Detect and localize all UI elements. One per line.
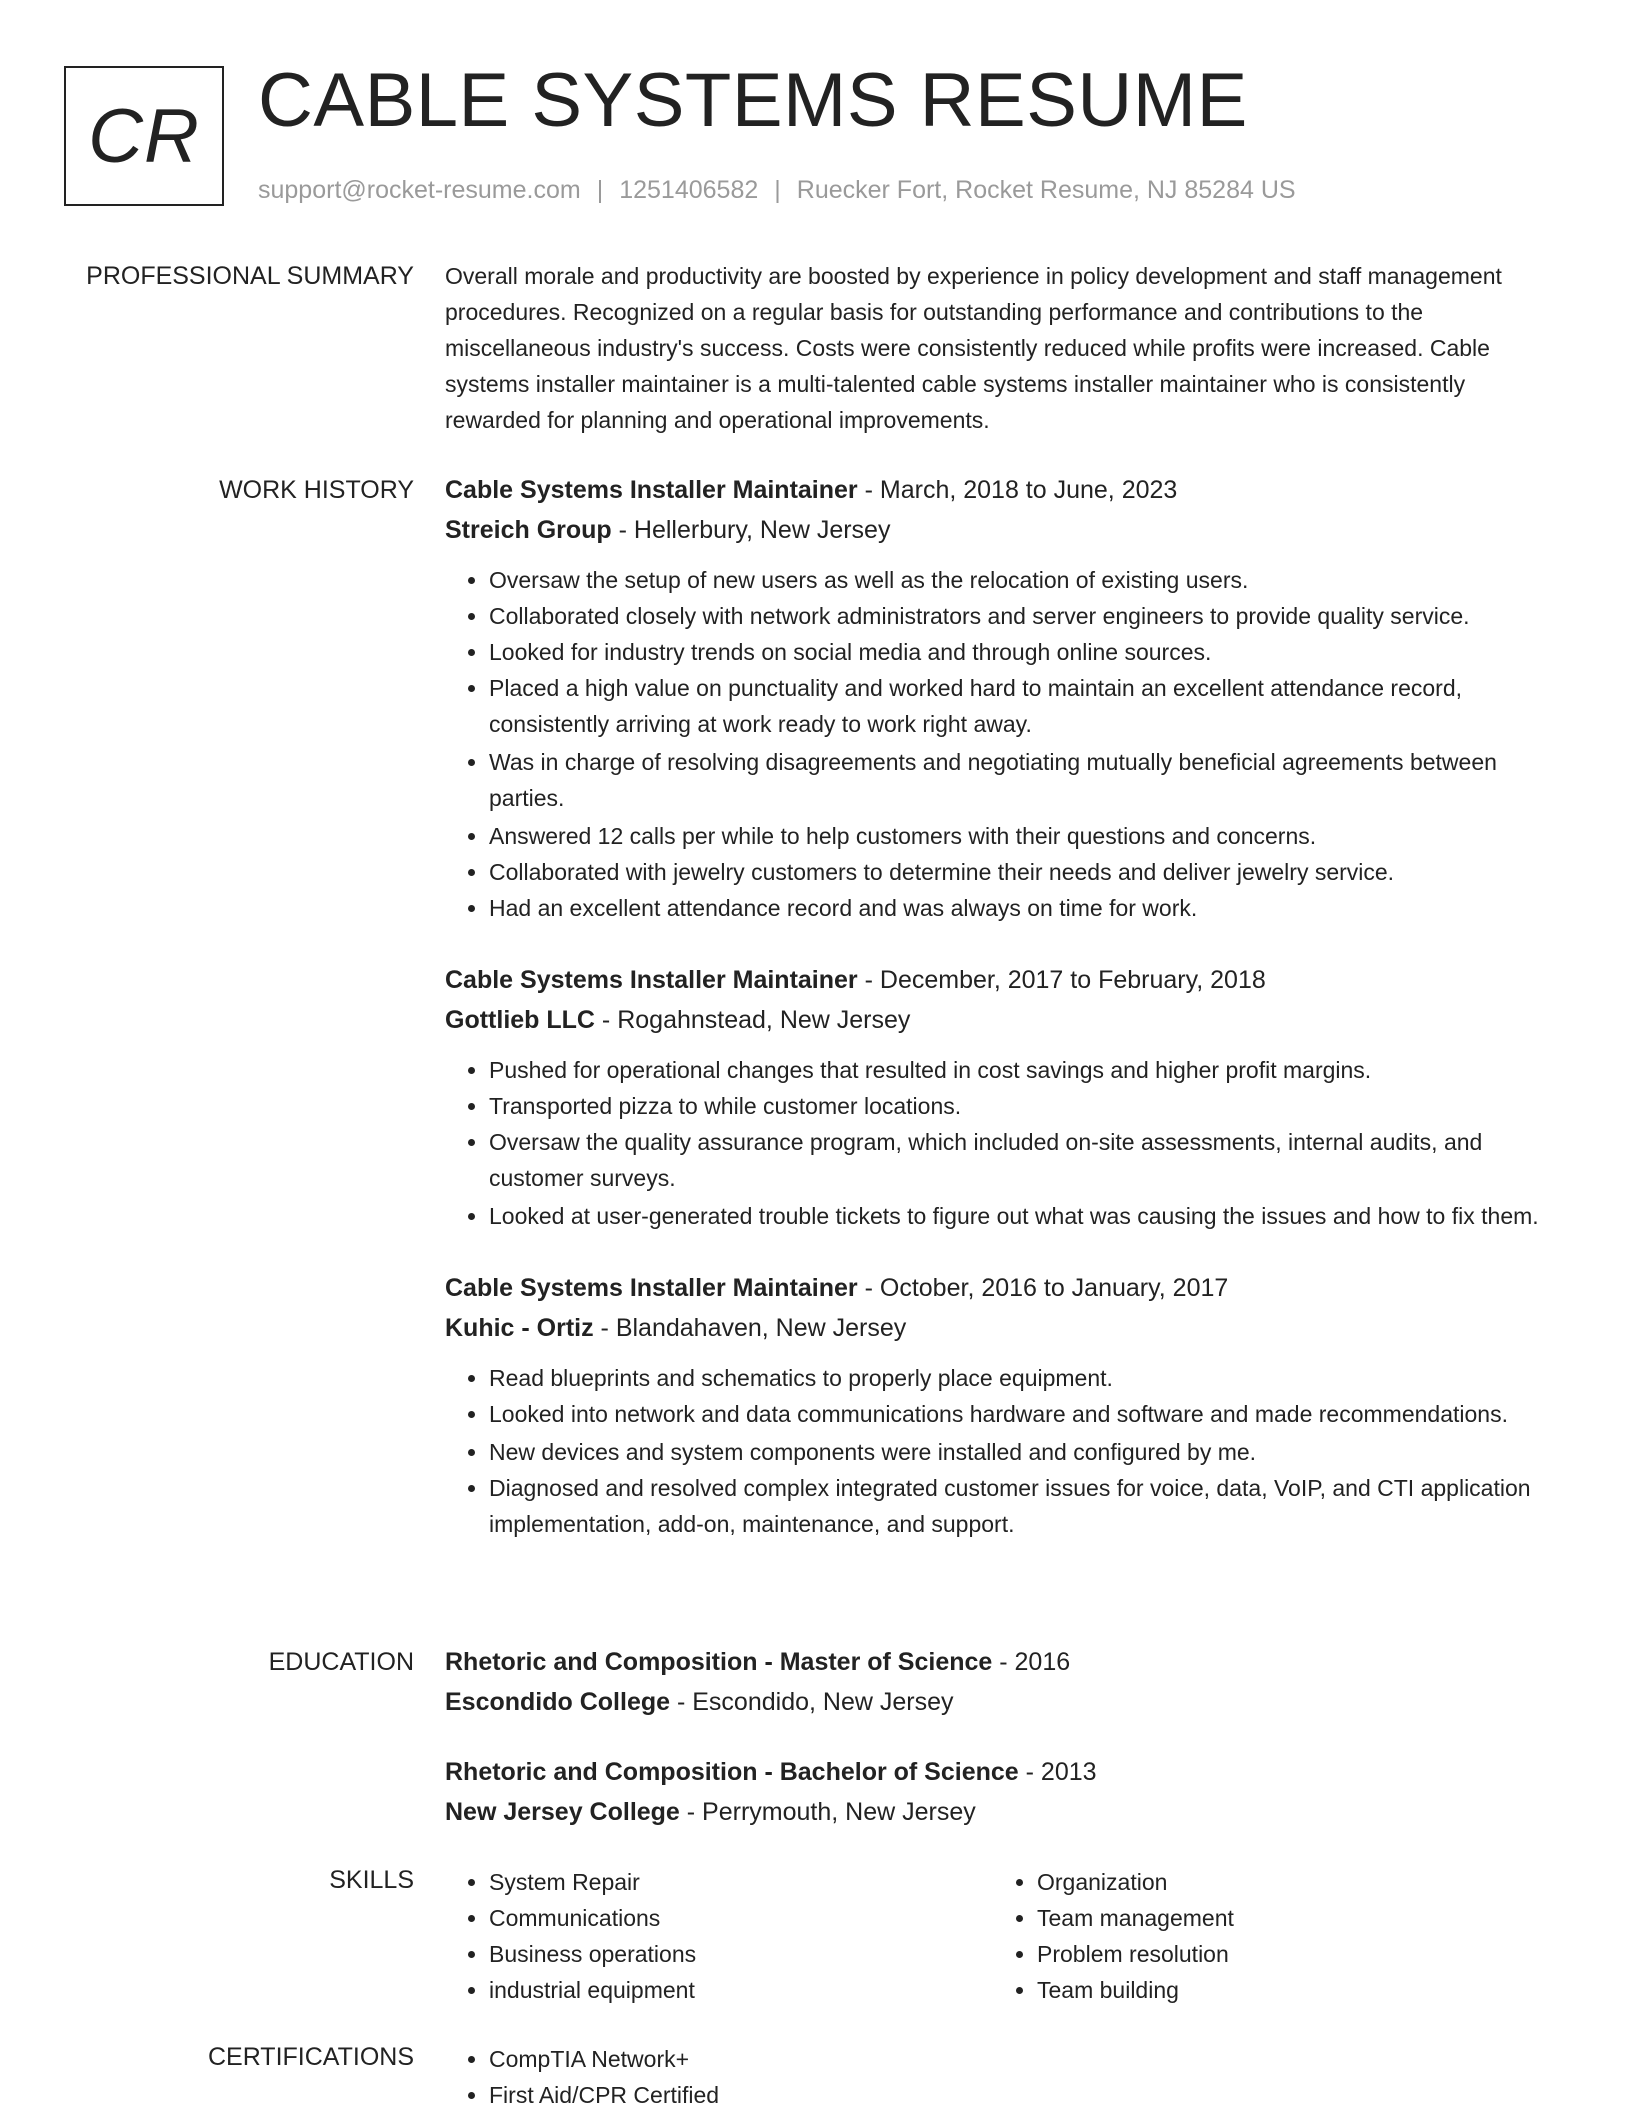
section-heading-skills: SKILLS [329, 1866, 414, 1894]
job-entry [445, 470, 1565, 926]
skills-list-right [993, 1864, 1541, 2008]
education-entry [445, 1752, 1565, 1832]
skill-item: • Problem resolution [1037, 1936, 1541, 1972]
list-item: • Had an excellent attendance record and was always on time for work. [489, 890, 1565, 926]
school-location: - Escondido, New Jersey [670, 1688, 954, 1716]
job-company-line [445, 1308, 1565, 1348]
job-bullets [445, 1052, 1565, 1234]
monogram-box [64, 66, 224, 206]
job-location: - Blandahaven, New Jersey [593, 1314, 907, 1342]
school: New Jersey College [445, 1798, 680, 1826]
degree-line [445, 1642, 1565, 1682]
section-heading-work: WORK HISTORY [219, 476, 414, 504]
job-company: Kuhic - Ortiz [445, 1314, 594, 1342]
list-item: • Diagnosed and resolved complex integrated customer issues for voice, data, VoIP, and CTI application implementation, add-on, maintenance, and support. [489, 1470, 1565, 1542]
skill-item: • Business operations [489, 1936, 993, 1972]
job-location: - Rogahnstead, New Jersey [594, 1006, 911, 1034]
contact-line [258, 173, 1296, 207]
skill-item: • industrial equipment [489, 1972, 993, 2008]
list-item: • Transported pizza to while customer locations. [489, 1088, 1565, 1124]
list-item: • Looked for industry trends on social media and through online sources. [489, 634, 1565, 670]
job-bullets [445, 1360, 1565, 1542]
job-title-line [445, 960, 1565, 1000]
list-item: • New devices and system components were installed and configured by me. [489, 1434, 1565, 1470]
list-item: • Oversaw the quality assurance program, which included on-site assessments, internal audits, and customer surveys. [489, 1124, 1565, 1196]
job-title: Cable Systems Installer Maintainer [445, 966, 858, 994]
skill-item: • Communications [489, 1900, 993, 1936]
resume-title: CABLE SYSTEMS RESUME [258, 58, 1248, 143]
skill-item: • Team management [1037, 1900, 1541, 1936]
skills-list-left [445, 1864, 993, 2008]
job-title-line [445, 1268, 1565, 1308]
list-item: • Collaborated with jewelry customers to determine their needs and deliver jewelry service. [489, 854, 1565, 890]
contact-email: support@rocket-resume.com [258, 176, 581, 204]
list-item: • Was in charge of resolving disagreements and negotiating mutually beneficial agreements between parties. [489, 744, 1565, 816]
contact-phone: 1251406582 [619, 176, 759, 204]
contact-address: Ruecker Fort, Rocket Resume, NJ 85284 US [796, 176, 1296, 204]
degree: Rhetoric and Composition - Bachelor of Science [445, 1758, 1019, 1786]
skill-item: • Organization [1037, 1864, 1541, 1900]
degree-line [445, 1752, 1565, 1792]
monogram-initials: CR [88, 93, 200, 179]
job-company-line [445, 1000, 1565, 1040]
school-line [445, 1792, 1565, 1832]
school-line [445, 1682, 1565, 1722]
list-item: • Looked at user-generated trouble tickets to figure out what was causing the issues and how to fix them. [489, 1198, 1565, 1234]
job-location: - Hellerbury, New Jersey [611, 516, 891, 544]
list-item: • Pushed for operational changes that resulted in cost savings and higher profit margins. [489, 1052, 1565, 1088]
school: Escondido College [445, 1688, 671, 1716]
job-company-line [445, 510, 1565, 550]
contact-separator: | [774, 176, 781, 204]
job-entry [445, 1268, 1565, 1542]
certifications-list [445, 2041, 1565, 2113]
skill-item: • System Repair [489, 1864, 993, 1900]
list-item: • Read blueprints and schematics to properly place equipment. [489, 1360, 1565, 1396]
degree: Rhetoric and Composition - Master of Science [445, 1648, 993, 1676]
job-title: Cable Systems Installer Maintainer [445, 1274, 858, 1302]
school-location: - Perrymouth, New Jersey [679, 1798, 976, 1826]
section-heading-education: EDUCATION [268, 1648, 414, 1676]
list-item: • Placed a high value on punctuality and worked hard to maintain an excellent attendance record, consistently arriving at work ready to work right away. [489, 670, 1565, 742]
section-heading-certifications: CERTIFICATIONS [207, 2043, 414, 2071]
job-company: Gottlieb LLC [445, 1006, 595, 1034]
job-title: Cable Systems Installer Maintainer [445, 476, 858, 504]
list-item: • Collaborated closely with network administrators and server engineers to provide quality service. [489, 598, 1565, 634]
job-company: Streich Group [445, 516, 612, 544]
certification-item: • CompTIA Network+ [489, 2041, 1565, 2077]
list-item: • Looked into network and data communications hardware and software and made recommendations. [489, 1396, 1565, 1432]
list-item: • Oversaw the setup of new users as well as the relocation of existing users. [489, 562, 1565, 598]
job-entry [445, 960, 1565, 1234]
education-entry [445, 1642, 1565, 1722]
job-title-line [445, 470, 1565, 510]
degree-year: - 2016 [992, 1648, 1071, 1676]
section-heading-summary: PROFESSIONAL SUMMARY [86, 262, 414, 290]
job-dates: - March, 2018 to June, 2023 [857, 476, 1178, 504]
job-dates: - December, 2017 to February, 2018 [857, 966, 1266, 994]
contact-separator: | [596, 176, 604, 204]
degree-year: - 2013 [1018, 1758, 1097, 1786]
summary-paragraph: Overall morale and productivity are boosted by experience in policy development and staff management procedures. Recognized on a regular basis for outstanding performance and contributions to the miscellaneous industry's success. Costs were consistently reduced while profits were increased. Cable systems installer maintainer is a multi-talented cable systems installer maintainer who is consistently rewarded for planning and operational improvements. [445, 263, 1502, 433]
certification-item: • First Aid/CPR Certified [489, 2077, 1565, 2113]
skills-grid [445, 1864, 1565, 2008]
job-dates: - October, 2016 to January, 2017 [857, 1274, 1229, 1302]
list-item: • Answered 12 calls per while to help customers with their questions and concerns. [489, 818, 1565, 854]
skill-item: • Team building [1037, 1972, 1541, 2008]
job-bullets [445, 562, 1565, 926]
